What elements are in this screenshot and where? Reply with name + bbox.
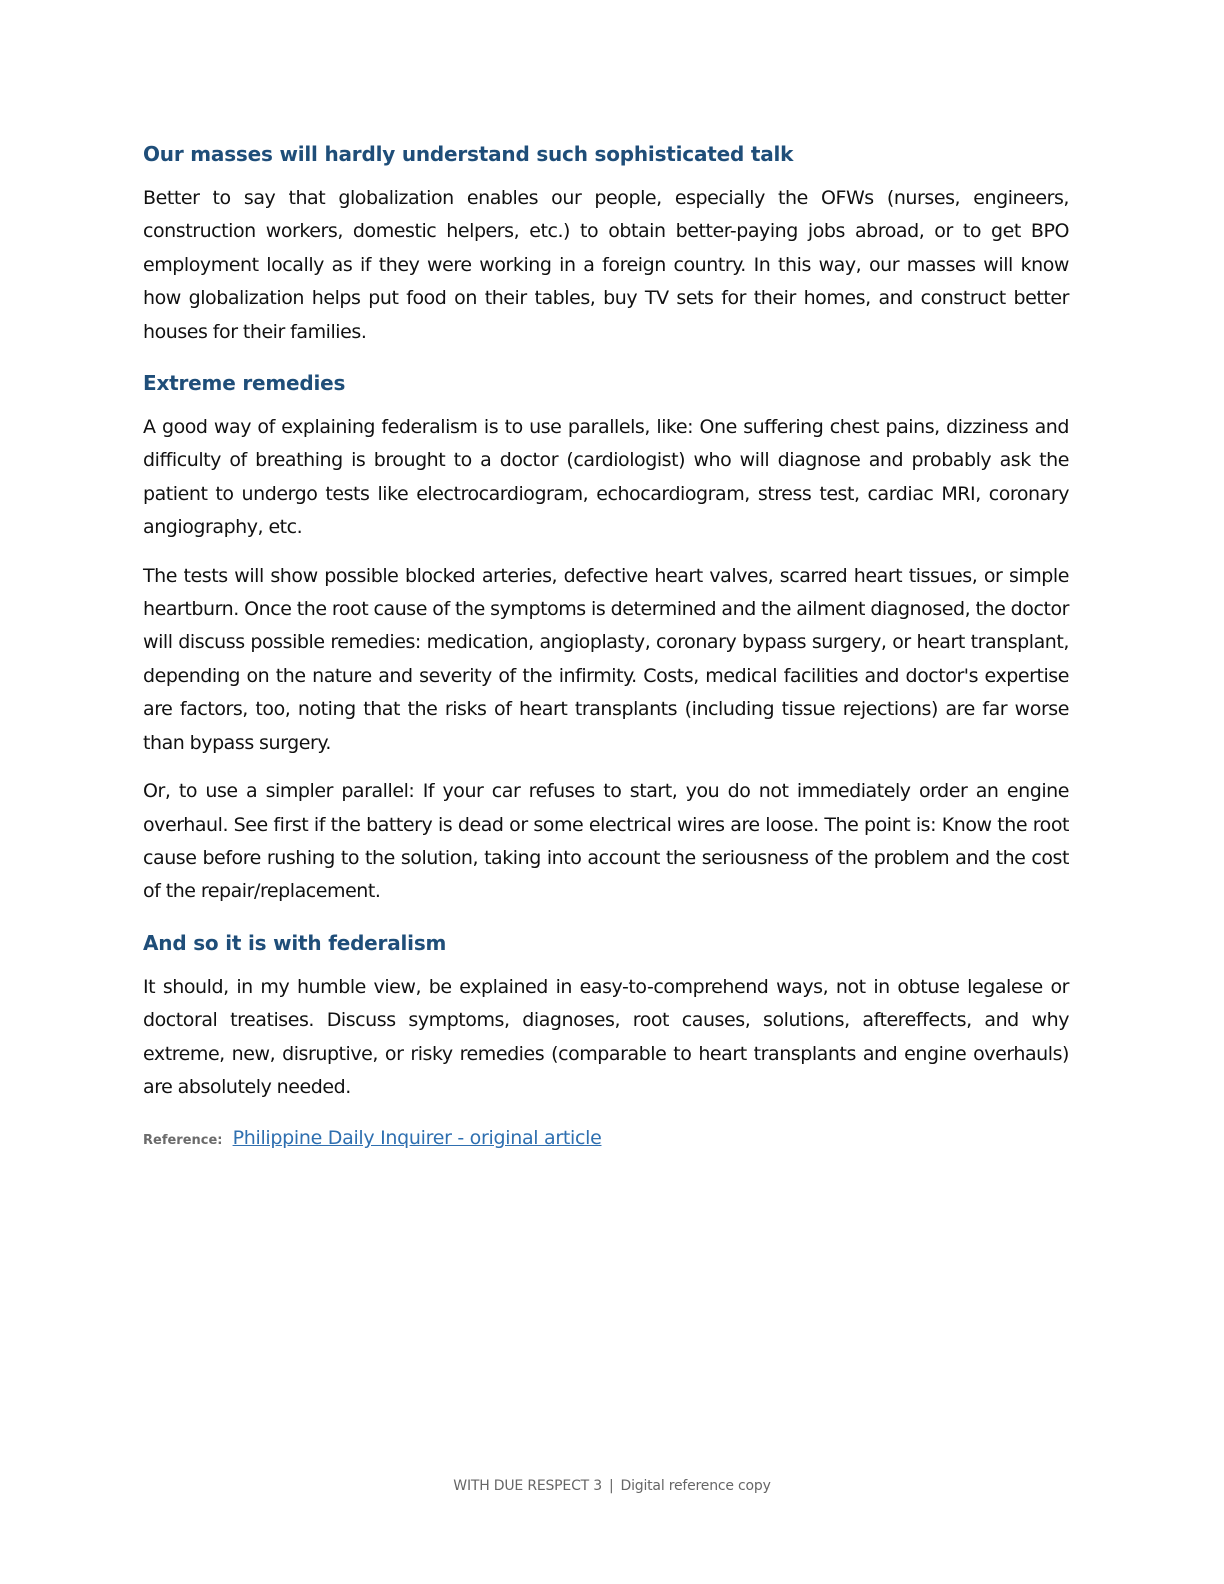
- document-page: [143, 140, 1069, 1155]
- section-heading: Extreme remedies: [143, 371, 346, 396]
- page-footer: [0, 1478, 1224, 1494]
- body-paragraph: A good way of explaining federalism is to use parallels, like: One suffering chest pains, dizziness and difficulty of breathing is brought to a doctor (cardiologist) who will diagnose and probably ask the patient to undergo tests like electrocardiogram, echocardiogram, stress test, cardiac MRI, coronary angiography, etc.: [143, 416, 1069, 539]
- body-paragraph: The tests will show possible blocked arteries, defective heart valves, scarred heart tissues, or simple heartburn. Once the root cause of the symptoms is determined and the ailment diagnosed, the doctor will discuss possible remedies: medication, angioplasty, coronary bypass surgery, or heart transplant, depending on the nature and severity of the infirmity. Costs, medical facilities and doctor's expertise are factors, too, noting that the risks of heart transplants (including tissue rejections) are far worse than bypass surgery.: [143, 564, 1069, 754]
- section-heading: And so it is with federalism: [143, 930, 447, 955]
- section-extreme-remedies: [143, 369, 1069, 909]
- reference-link[interactable]: Philippine Daily Inquirer - original article: [232, 1127, 602, 1150]
- footer-separator: |: [608, 1478, 614, 1494]
- footer-note: Digital reference copy: [620, 1478, 771, 1494]
- reference-label: Reference:: [143, 1133, 223, 1149]
- section-heading: Our masses will hardly understand such sophisticated talk: [143, 142, 794, 166]
- body-paragraph: Better to say that globalization enables our people, especially the OFWs (nurses, engineers, construction workers, domestic helpers, etc.) to obtain better-paying jobs abroad, or to get BPO employment locally as if they were working in a foreign country. In this way, our masses will know how globalization helps put food on their tables, buy TV sets for their homes, and construct better houses for their families.: [143, 187, 1069, 343]
- reference-line: [143, 1124, 1069, 1155]
- body-paragraph: Or, to use a simpler parallel: If your car refuses to start, you do not immediately order an engine overhaul. See first if the battery is dead or some electrical wires are loose. The point is: Know the root cause before rushing to the solution, taking into account the seriousness of the problem and the cost of the repair/replacement.: [143, 780, 1069, 903]
- section-federalism: [143, 929, 1069, 1105]
- footer-title: WITH DUE RESPECT 3: [453, 1478, 602, 1494]
- body-paragraph: It should, in my humble view, be explained in easy-to-comprehend ways, not in obtuse legalese or doctoral treatises. Discuss symptoms, diagnoses, root causes, solutions, aftereffects, and why extreme, new, disruptive, or risky remedies (comparable to heart transplants and engine overhauls) are absolutely needed.: [143, 975, 1069, 1098]
- section-globalization: [143, 140, 1069, 349]
